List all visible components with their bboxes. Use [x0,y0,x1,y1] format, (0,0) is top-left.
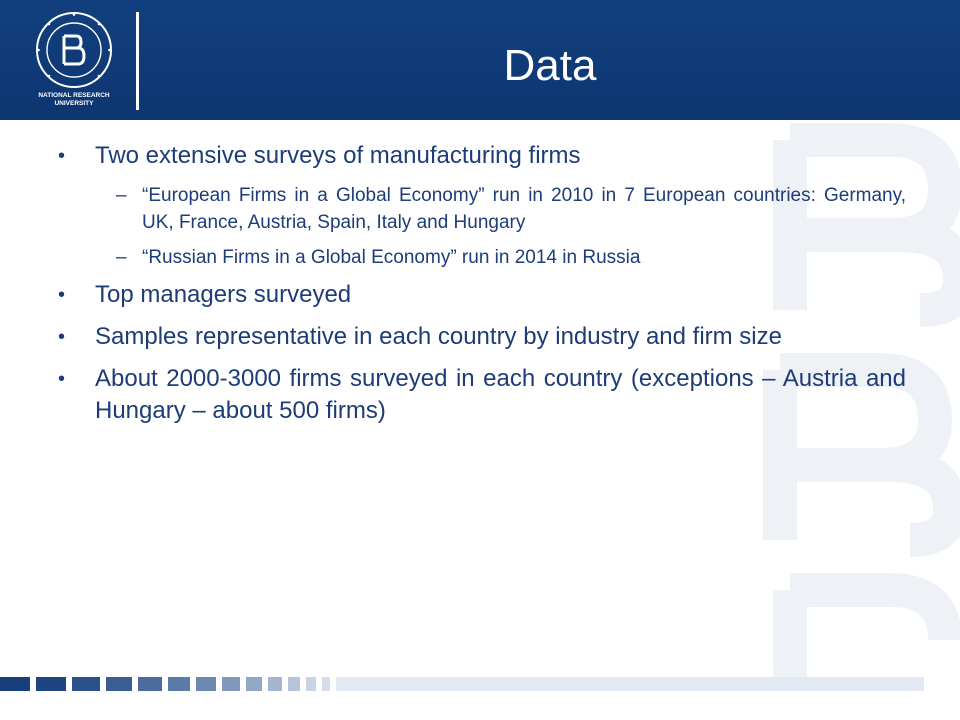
logo-caption-line2: UNIVERSITY [54,100,94,107]
footer-gradient-strip [0,677,960,691]
slide-title: Data [503,41,597,90]
sub-item-text: “European Firms in a Global Economy” run in 2010 in 7 European countries: Germany, UK, France, Austria, Spain, Italy and Hungary [142,185,906,233]
logo-caption [18,92,130,108]
sub-item-text: “Russian Firms in a Global Economy” run in 2014 in Russia [142,247,641,268]
bullet-item-4 [58,363,906,427]
bullet-marker: • [58,326,66,348]
bullet-marker: • [58,368,66,390]
bullet-item-2 [58,279,906,311]
bullet-text: Samples representative in each country by industry and firm size [95,323,782,350]
bullet-text: Two extensive surveys of manufacturing firms [95,142,581,169]
bullet-marker: • [58,145,66,167]
bullet-text: About 2000-3000 firms surveyed in each country (exceptions – Austria and Hungary – about 500 firms) [95,365,906,424]
bullet-item-1 [58,140,906,172]
bullet-item-3 [58,321,906,353]
sub-marker: – [116,247,127,268]
bullet-list [58,140,906,437]
bullet-text: Top managers surveyed [95,281,352,308]
logo-caption-line1: NATIONAL RESEARCH [38,92,110,99]
header-bar [0,0,960,120]
sub-marker: – [116,185,127,206]
bullet-marker: • [58,284,66,306]
sub-item-2 [58,244,906,271]
sub-item-1 [58,182,906,236]
